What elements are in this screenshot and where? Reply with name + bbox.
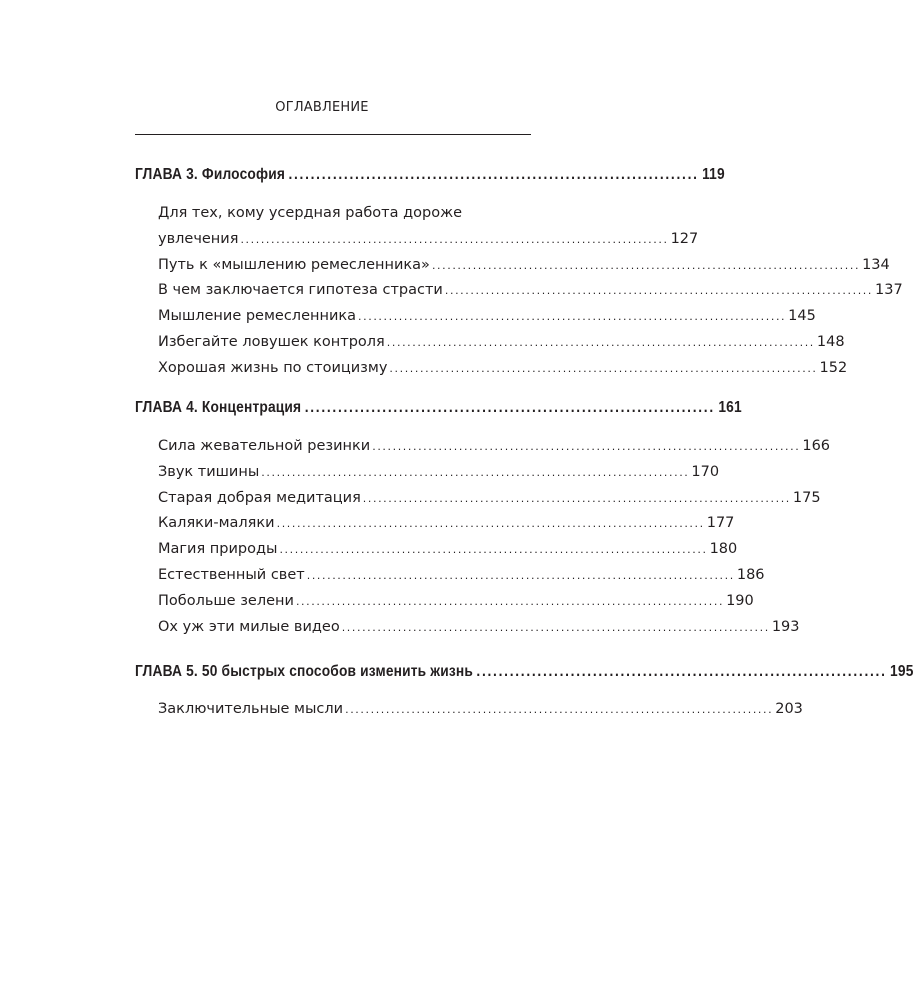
leader-dots: .................................................................................... xyxy=(261,465,690,479)
leader-dots: .................................................................................... xyxy=(386,335,815,349)
entry-page-number: 203 xyxy=(775,701,803,717)
toc-entry[interactable] xyxy=(158,537,738,563)
toc-entry[interactable] xyxy=(158,615,800,641)
chapter-title: ГЛАВА 5. 50 быстрых способов изменить жизнь xyxy=(135,663,473,680)
toc-entry[interactable] xyxy=(158,278,903,304)
entry-title-line1: Для тех, кому усердная работа дороже xyxy=(158,205,463,221)
leader-dots: .................................................................................... xyxy=(295,594,725,608)
chapter-page-number: 161 xyxy=(718,399,742,416)
entry-title: Заключительные мысли xyxy=(158,701,344,717)
toc-entry[interactable] xyxy=(158,697,803,723)
entry-title: Хорошая жизнь по стоицизму xyxy=(158,359,388,376)
leader-dots: .................................................................................... xyxy=(362,491,791,505)
leader-dots: .......................................................................... xyxy=(304,399,715,416)
entry-page-number: 170 xyxy=(691,463,720,480)
entry-page-number: 148 xyxy=(816,333,845,350)
leader-dots: .................................................................................... xyxy=(240,232,669,246)
leader-dots: .................................................................................... xyxy=(372,440,801,453)
leader-dots: .................................................................................... xyxy=(444,284,873,298)
entry-title: Избегайте ловушек контроля xyxy=(158,333,385,350)
toc-entry[interactable] xyxy=(158,563,765,589)
toc-entry[interactable] xyxy=(158,511,735,537)
entry-page-number: 134 xyxy=(862,256,890,273)
entry-title: Сила жевательной резинки xyxy=(158,438,371,454)
entry-page-number: 137 xyxy=(875,282,903,299)
entry-page-number: 193 xyxy=(771,618,800,635)
chapter-3-heading[interactable] xyxy=(135,166,725,184)
toc-entry[interactable] xyxy=(158,460,720,486)
toc-entry[interactable] xyxy=(158,330,845,356)
toc-entry[interactable] xyxy=(158,201,699,253)
entry-title: увлечения xyxy=(158,230,239,247)
entry-title: Звук тишины xyxy=(158,463,260,480)
chapter-4-heading[interactable] xyxy=(135,399,742,417)
entry-page-number: 145 xyxy=(788,308,816,325)
entry-page-number: 166 xyxy=(802,438,831,454)
entry-page-number: 177 xyxy=(706,515,735,532)
toc-entry[interactable] xyxy=(158,253,890,279)
leader-dots: .................................................................................... xyxy=(306,568,735,582)
leader-dots: .......................................................................... xyxy=(288,166,699,183)
entry-page-number: 152 xyxy=(819,359,848,376)
chapter-page-number: 195 xyxy=(890,663,914,680)
chapter-3-entries xyxy=(158,201,903,382)
toc-entry[interactable] xyxy=(158,356,848,382)
toc-entry[interactable] xyxy=(158,589,754,615)
entry-title: Побольше зелени xyxy=(158,592,294,609)
toc-entry[interactable] xyxy=(158,434,831,460)
leader-dots: .................................................................................... xyxy=(431,258,861,272)
entry-title: В чем заключается гипотеза страсти xyxy=(158,282,443,299)
chapter-title: ГЛАВА 4. Концентрация xyxy=(135,399,302,416)
entry-title: Путь к «мышлению ремесленника» xyxy=(158,256,430,273)
toc-entry[interactable] xyxy=(158,304,816,330)
entry-page-number: 180 xyxy=(709,541,738,558)
toc-entry[interactable] xyxy=(158,486,821,512)
chapter-5-heading[interactable] xyxy=(135,663,914,681)
entry-page-number: 190 xyxy=(726,592,754,609)
entry-title: Естественный свет xyxy=(158,566,305,583)
leader-dots: .......................................................................... xyxy=(476,663,887,680)
page-title: ОГЛАВЛЕНИЕ xyxy=(275,100,369,115)
chapter-title: ГЛАВА 3. Философия xyxy=(135,166,286,183)
leader-dots: .................................................................................... xyxy=(389,361,818,375)
entry-title: Магия природы xyxy=(158,541,278,558)
chapter-4-entries xyxy=(158,434,831,640)
entry-title: Ох уж эти милые видео xyxy=(158,618,340,635)
chapter-page-number: 119 xyxy=(702,166,725,183)
entry-title: Каляки-маляки xyxy=(158,515,275,532)
leader-dots: .................................................................................... xyxy=(276,517,705,531)
leader-dots: .................................................................................... xyxy=(279,543,708,557)
entry-page-number: 127 xyxy=(670,230,699,247)
chapter-5-entries xyxy=(158,697,803,723)
header-divider xyxy=(135,134,531,135)
entry-page-number: 175 xyxy=(792,489,821,506)
entry-title: Мышление ремесленника xyxy=(158,308,357,325)
entry-title: Старая добрая медитация xyxy=(158,489,361,506)
entry-page-number: 186 xyxy=(736,566,765,583)
leader-dots: .................................................................................... xyxy=(341,620,770,634)
leader-dots: .................................................................................... xyxy=(345,703,774,716)
leader-dots: .................................................................................... xyxy=(358,310,787,324)
